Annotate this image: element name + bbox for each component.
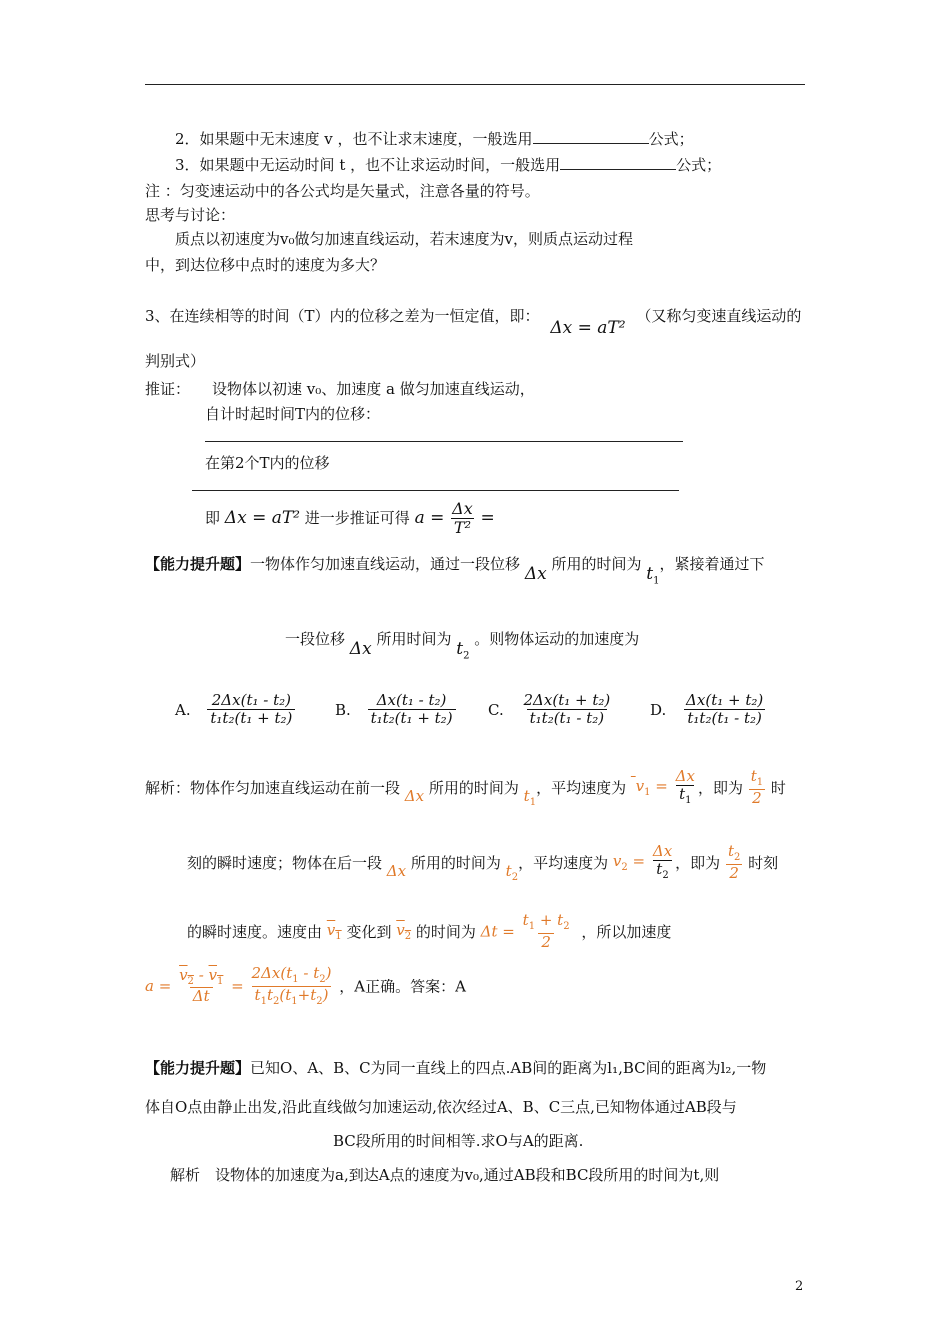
blank-field [533, 129, 649, 144]
answer-1-line-3: 的瞬时速度。速度由 $v_1$ 变化到 $v_2$ 的时间为 Δt = $\frac{t_1 + t_2}{2}$ ，所以加速度 [187, 911, 672, 951]
answer-1-line-1: 解析：物体作匀加速直线运动在前一段 Δx 所用的时间为 $t_1$，平均速度为 $v_1$ = $\frac{\Delta x}{t_1}$ ，即为 $\frac{t_1}{2}$ 时 [145, 767, 786, 809]
answer-1-line-4: a = $\frac{v_2 - v_1}{\Delta t}$ = $\frac{2\Delta x(t_1 - t_2)}{t_1t_2(t_1+t_2)}$ ，A正确。答案：A [145, 964, 466, 1007]
proof-line-1: 推证： 设物体以初速 v₀、加速度 a 做匀加速直线运动， [145, 380, 535, 398]
option-c[interactable]: C. $\frac{\text{2Δx(t₁ + t₂)}}{\text{t₁t₂(t₁ - t₂)}}$ [488, 691, 611, 728]
think-body-2: 中，到达位移中点时的速度为多大？ [145, 256, 386, 274]
proof-rule-1 [205, 441, 683, 442]
fraction: $\frac{\Delta x}{\text{T²}}$ [452, 499, 473, 538]
formula: Δx = aT² [550, 318, 626, 338]
option-d[interactable]: D. $\frac{\text{Δx(t₁ + t₂)}}{\text{t₁t₂(t₁ - t₂)}}$ [650, 691, 764, 728]
answer-1-line-2: 刻的瞬时速度；物体在后一段 Δx 所用的时间为 $t_2$，平均速度为 $v_2$ = $\frac{\Delta x}{t_2}$ ，即为 $\frac{t_2}{2}$ 时刻 [187, 842, 779, 884]
question-2-line-3: BC段所用的时间相等.求O与A的距离. [333, 1132, 584, 1150]
blank-field [560, 155, 676, 170]
option-a[interactable]: A. $\frac{\text{2Δx(t₁ - t₂)}}{\text{t₁t₂(t₁ + t₂)}}$ [175, 692, 295, 728]
question-1-line-2: 一段位移 Δx 所用时间为 $t_2$ 。则物体运动的加速度为 [285, 630, 640, 662]
line-3: 3．如果题中无运动时间 t ，也不让求运动时间，一般选用 公式； [175, 156, 722, 174]
proof-line-3: 在第2个T内的位移 [205, 454, 330, 472]
question-2-line-2: 体自O点由静止出发,沿此直线做匀加速运动,依次经过A、B、C三点,已知物体通过AB段与 [145, 1098, 737, 1116]
section-3-tail: 判别式） [145, 352, 206, 370]
section-3: 3、在连续相等的时间（T）内的位移之差为一恒定值，即： Δx = aT² （又称匀变速直线运动的 [145, 307, 802, 338]
think-title: 思考与讨论： [145, 206, 236, 224]
page-number: 2 [795, 1279, 804, 1294]
option-b[interactable]: B. $\frac{\text{Δx(t₁ - t₂)}}{\text{t₁t₂(t₁ + t₂)}}$ [335, 692, 456, 728]
line-2: 2．如果题中无末速度 v ，也不让求末速度，一般选用 公式； [175, 130, 694, 148]
note: 注 ：匀变速运动中的各公式均是矢量式，注意各量的符号。 [145, 182, 540, 200]
proof-line-4: 即 Δx = aT² 进一步推证可得 a = $\frac{\Delta x}{\text{T²}}$ = [205, 499, 495, 538]
question-1-line-1: 【能力提升题】一物体作匀加速直线运动，通过一段位移 Δx 所用的时间为 $t_1$，紧接着通过下 [145, 555, 765, 587]
proof-line-2: 自计时起时间T内的位移： [205, 405, 381, 423]
question-2-line-1: 【能力提升题】已知O、A、B、C为同一直线上的四点.AB间的距离为l₁,BC间的距离为l₂,一物 [145, 1059, 767, 1077]
header-rule [145, 84, 805, 85]
proof-rule-2 [192, 490, 679, 491]
answer-2: 解析 设物体的加速度为a,到达A点的速度为v₀,通过AB段和BC段所用的时间为t,则 [170, 1166, 720, 1184]
think-body-1: 质点以初速度为v₀做匀加速直线运动，若末速度为v，则质点运动过程 [175, 230, 633, 248]
